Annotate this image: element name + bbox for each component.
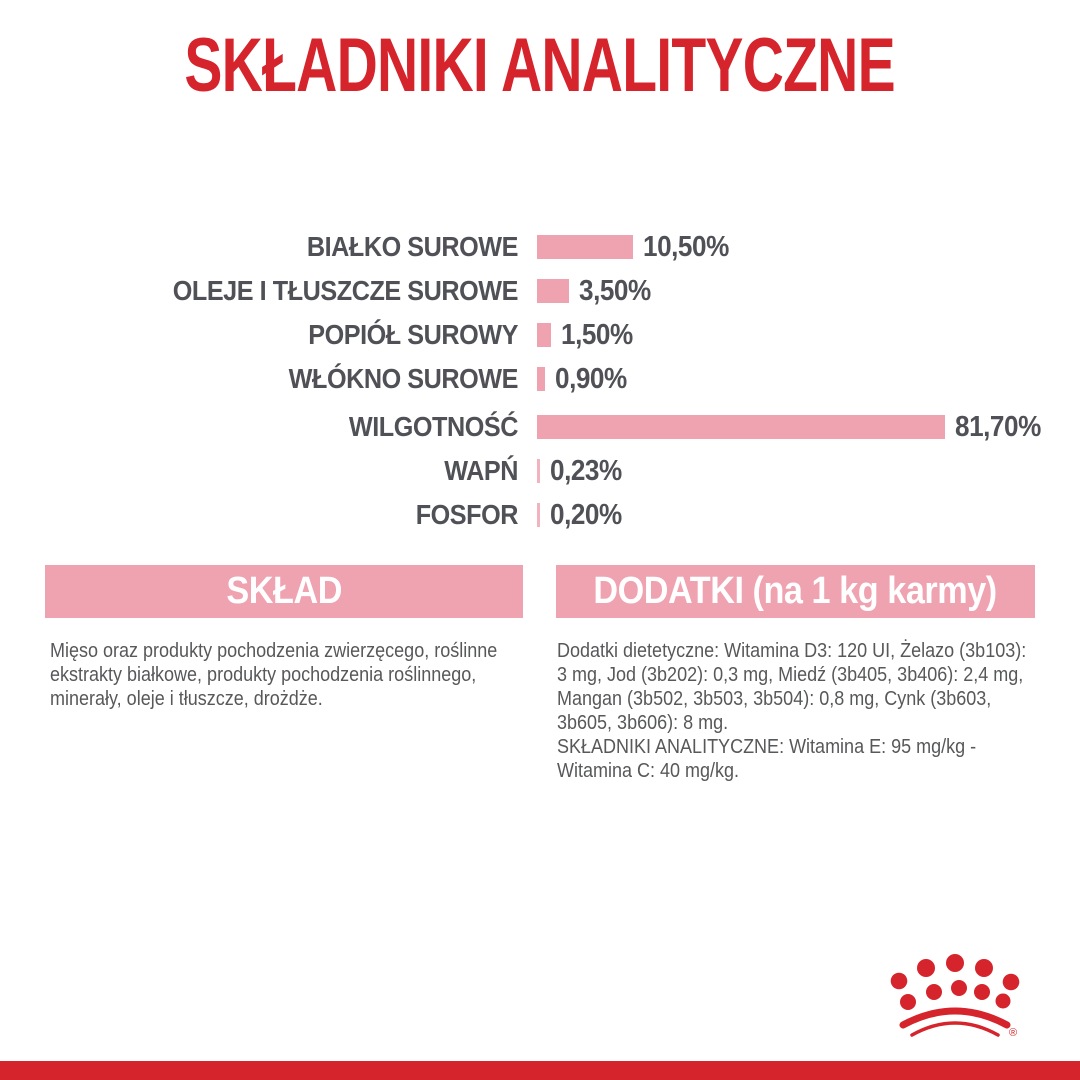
chart-bar <box>537 415 945 439</box>
chart-bar <box>537 503 540 527</box>
footer-red-bar <box>0 1061 1080 1080</box>
chart-row <box>0 493 1080 537</box>
chart-row <box>0 269 1080 313</box>
sklad-section-header <box>45 565 523 618</box>
chart-value-label: 0,23% <box>550 454 622 487</box>
chart-value-label: 0,20% <box>550 498 622 531</box>
chart-bar <box>537 279 569 303</box>
dodatki-dietary-additives-text: Dodatki dietetyczne: Witamina D3: 120 UI, Żelazo (3b103): 3 mg, Jod (3b202): 0,3 mg, Miedź (3b405, 3b406): 2,4 mg, Mangan (3b502, 3b503, 3b504): 0,8 mg, Cynk (3b603, 3b605, 3b606): 8 mg. <box>557 640 1027 734</box>
chart-value-label: 1,50% <box>561 318 633 351</box>
dodatki-section-title: DODATKI (na 1 kg karmy) <box>593 570 998 612</box>
chart-bar <box>537 235 633 259</box>
chart-category-label: POPIÓŁ SUROWY <box>308 319 518 350</box>
royal-canin-crown-icon <box>890 952 1024 1040</box>
page-title: SKŁADNIKI ANALITYCZNE <box>184 23 896 108</box>
chart-category-label: WILGOTNOŚĆ <box>348 411 518 442</box>
dodatki-section-header <box>556 565 1035 618</box>
chart-value-label: 0,90% <box>555 362 627 395</box>
chart-category-label: FOSFOR <box>415 499 518 530</box>
chart-bar <box>537 459 540 483</box>
chart-bar <box>537 367 545 391</box>
chart-value-label: 3,50% <box>579 274 651 307</box>
chart-bar <box>537 323 551 347</box>
chart-category-label: WŁÓKNO SUROWE <box>288 363 518 394</box>
chart-value-label: 10,50% <box>643 230 729 263</box>
page-title-wrap <box>0 23 1080 108</box>
dodatki-body <box>557 639 1034 783</box>
sklad-body-text: Mięso oraz produkty pochodzenia zwierzęcego, roślinne ekstrakty białkowe, produkty pochodzenia roślinnego, minerały, oleje i tłuszcze, drożdże. <box>50 640 498 710</box>
chart-category-label: WAPŃ <box>444 455 518 486</box>
registered-mark: ® <box>1009 1027 1018 1039</box>
sklad-section-title: SKŁAD <box>226 570 342 612</box>
chart-category-label: OLEJE I TŁUSZCZE SUROWE <box>172 275 518 306</box>
chart-row <box>0 313 1080 357</box>
chart-row <box>0 449 1080 493</box>
sklad-body <box>50 639 527 711</box>
chart-category-label: BIAŁKO SUROWE <box>306 231 518 262</box>
chart-row <box>0 225 1080 269</box>
chart-value-label: 81,70% <box>955 410 1041 443</box>
dodatki-analytical-constituents-text: SKŁADNIKI ANALITYCZNE: Witamina E: 95 mg/kg - Witamina C: 40 mg/kg. <box>557 736 977 782</box>
chart-row <box>0 405 1080 449</box>
chart-row <box>0 357 1080 401</box>
bar-chart <box>0 225 1080 537</box>
